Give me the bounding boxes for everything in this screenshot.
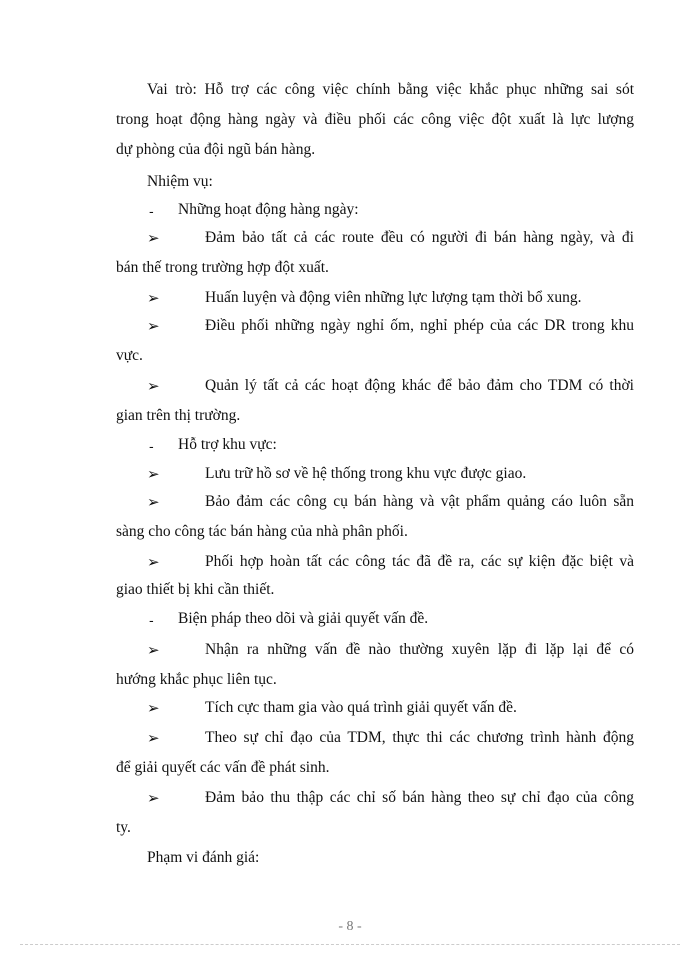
arrow-bullet-icon: ➢ <box>147 641 160 659</box>
heading-pham-vi: Phạm vi đánh giá: <box>147 849 260 866</box>
section-title-hang-ngay: Những hoạt động hàng ngày: <box>178 201 359 218</box>
list-item: Phối hợp hoàn tất các công tác đã đề ra, các sự kiện đặc biệt và <box>205 553 634 570</box>
list-item-continuation: sàng cho công tác bán hàng của nhà phân phối. <box>116 523 408 540</box>
page-number: - 8 - <box>338 919 362 934</box>
list-item-continuation: giao thiết bị khi cần thiết. <box>116 581 275 598</box>
list-item: Theo sự chỉ đạo của TDM, thực thi các chương trình hành động <box>205 729 634 746</box>
dash-bullet-icon: - <box>149 205 154 220</box>
list-item-continuation: ty. <box>116 819 131 836</box>
list-item: Điều phối những ngày nghỉ ốm, nghỉ phép của các DR trong khu <box>205 317 634 334</box>
section-title-ho-tro: Hỗ trợ khu vực: <box>178 436 277 453</box>
arrow-bullet-icon: ➢ <box>147 699 160 717</box>
list-item-continuation: để giải quyết các vấn đề phát sinh. <box>116 759 330 776</box>
heading-nhiem-vu: Nhiệm vụ: <box>147 173 213 190</box>
footer-divider <box>20 944 680 945</box>
arrow-bullet-icon: ➢ <box>147 377 160 395</box>
dash-bullet-icon: - <box>149 440 154 455</box>
paragraph-vai-tro-line-1: Vai trò: Hỗ trợ các công việc chính bằng việc khắc phục những sai sót <box>147 81 634 98</box>
list-item: Nhận ra những vấn đề nào thường xuyên lặp đi lặp lại để có <box>205 641 634 658</box>
arrow-bullet-icon: ➢ <box>147 317 160 335</box>
arrow-bullet-icon: ➢ <box>147 465 160 483</box>
arrow-bullet-icon: ➢ <box>147 229 160 247</box>
arrow-bullet-icon: ➢ <box>147 729 160 747</box>
list-item-continuation: hướng khắc phục liên tục. <box>116 671 277 688</box>
arrow-bullet-icon: ➢ <box>147 289 160 307</box>
list-item: Tích cực tham gia vào quá trình giải quyết vấn đề. <box>205 699 517 716</box>
arrow-bullet-icon: ➢ <box>147 789 160 807</box>
list-item: Đảm bảo tất cả các route đều có người đi bán hàng ngày, và đi <box>205 229 634 246</box>
list-item: Đảm bảo thu thập các chỉ số bán hàng theo sự chỉ đạo của công <box>205 789 634 806</box>
list-item: Huấn luyện và động viên những lực lượng tạm thời bổ xung. <box>205 289 582 306</box>
list-item: Quản lý tất cả các hoạt động khác để bảo đảm cho TDM có thời <box>205 377 634 394</box>
section-title-bien-phap: Biện pháp theo dõi và giải quyết vấn đề. <box>178 610 429 627</box>
list-item-continuation: vực. <box>116 347 143 364</box>
list-item-continuation: gian trên thị trường. <box>116 407 241 424</box>
arrow-bullet-icon: ➢ <box>147 553 160 571</box>
arrow-bullet-icon: ➢ <box>147 493 160 511</box>
list-item: Lưu trữ hồ sơ về hệ thống trong khu vực được giao. <box>205 465 527 482</box>
dash-bullet-icon: - <box>149 614 154 629</box>
list-item: Bảo đảm các công cụ bán hàng và vật phẩm quảng cáo luôn sẵn <box>205 493 634 510</box>
list-item-continuation: bán thế trong trường hợp đột xuất. <box>116 259 329 276</box>
paragraph-vai-tro-line-2: trong hoạt động hàng ngày và điều phối các công việc đột xuất là lực lượng <box>116 111 634 128</box>
paragraph-vai-tro-line-3: dự phòng của đội ngũ bán hàng. <box>116 141 316 158</box>
